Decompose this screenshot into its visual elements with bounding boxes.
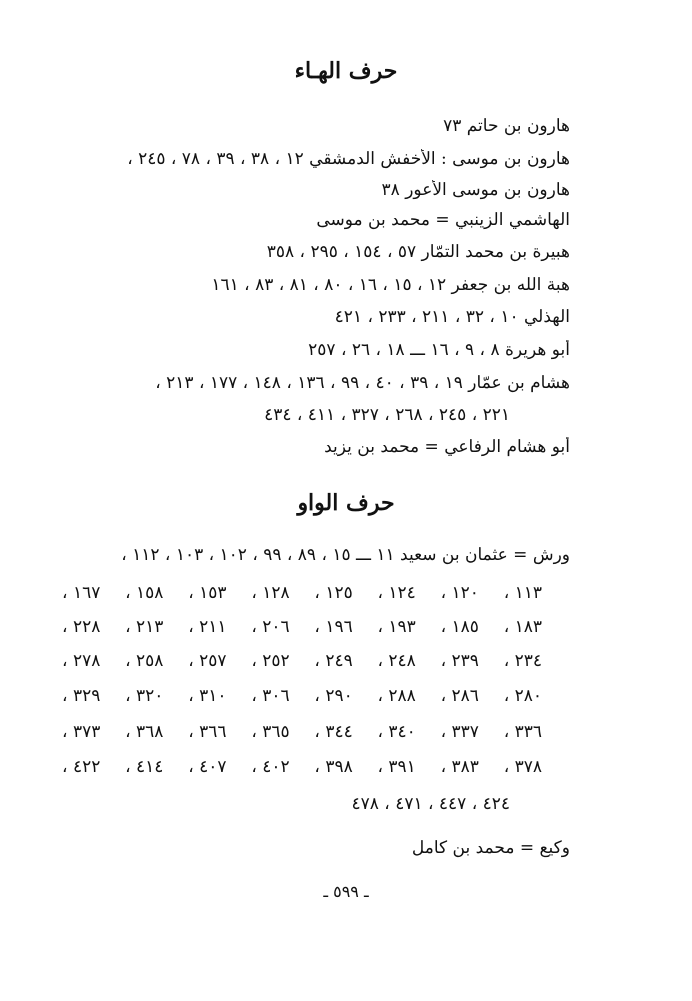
- index-entry: هارون بن موسى : الأخفش الدمشقي ١٢ ، ٣٨ ، ٣٩ ، ٧٨ ، ٢٤٥ ،: [127, 149, 570, 169]
- page-ref: ٤٢٢ ،: [62, 757, 101, 777]
- page-ref: ١٨٣ ،: [503, 617, 542, 637]
- page-ref: ٣٢٠ ،: [125, 686, 164, 706]
- page-ref: ١١٣ ،: [503, 583, 542, 603]
- index-entry: وكيع = محمد بن كامل: [411, 838, 570, 858]
- page-ref: ٢٠٦ ،: [251, 617, 290, 637]
- index-entry: هارون بن موسى الأعور ٣٨: [381, 180, 570, 200]
- page-ref: ٢٨٨ ،: [377, 686, 416, 706]
- index-entry: هشام بن عمّار ١٩ ، ٣٩ ، ٤٠ ، ٩٩ ، ١٣٦ ، ١٤٨ ، ١٧٧ ، ٢١٣ ،: [155, 373, 570, 393]
- page-number-row: [62, 617, 542, 637]
- page-ref: ٣٨٣ ،: [440, 757, 479, 777]
- page-ref: ١٩٣ ،: [377, 617, 416, 637]
- index-entry-continuation: ٢٢١ ، ٢٤٥ ، ٢٦٨ ، ٣٢٧ ، ٤١١ ، ٤٣٤: [264, 405, 510, 425]
- page-ref: ١٥٨ ،: [125, 583, 164, 603]
- page-ref: ٢٥٢ ،: [251, 651, 290, 671]
- index-entry: هبة الله بن جعفر ١٢ ، ١٥ ، ١٦ ، ٨٠ ، ٨١ ، ٨٣ ، ١٦١: [211, 275, 570, 295]
- page-ref: ٢٤٨ ،: [377, 651, 416, 671]
- page-ref: ٣٦٦ ،: [188, 722, 227, 742]
- index-entry: الهذلي ١٠ ، ٣٢ ، ٢١١ ، ٢٣٣ ، ٤٢١: [334, 307, 570, 327]
- index-entry: هبيرة بن محمد التمّار ٥٧ ، ١٥٤ ، ٢٩٥ ، ٣٥٨: [266, 242, 570, 262]
- page-ref: ٣٤٤ ،: [314, 722, 353, 742]
- page-ref: ٢١١ ،: [188, 617, 227, 637]
- page-ref: ٢٥٧ ،: [188, 651, 227, 671]
- page-ref: ١٩٦ ،: [314, 617, 353, 637]
- page-ref: ١٨٥ ،: [440, 617, 479, 637]
- page-ref: ٣٦٨ ،: [125, 722, 164, 742]
- page-ref: ١٥٣ ،: [188, 583, 227, 603]
- page-ref: ٤١٤ ،: [125, 757, 164, 777]
- page-ref: ٢٨٠ ،: [503, 686, 542, 706]
- page-ref: ٣٤٠ ،: [377, 722, 416, 742]
- page-number: ـ ٥٩٩ ـ: [323, 882, 369, 901]
- page-ref: ٢٣٩ ،: [440, 651, 479, 671]
- section-heading-waw: حرف الواو: [297, 490, 395, 516]
- index-entry: الهاشمي الزينبي = محمد بن موسى: [316, 210, 570, 230]
- page-number-row: [62, 757, 542, 777]
- page-ref: ٤٠٧ ،: [188, 757, 227, 777]
- page-number-row: [62, 722, 542, 742]
- page-number-row: [62, 686, 542, 706]
- page-ref: ٣٧٨ ،: [503, 757, 542, 777]
- page-number-row: [62, 583, 542, 603]
- page-ref: ٣٧٣ ،: [62, 722, 101, 742]
- page-ref: ١٦٧ ،: [62, 583, 101, 603]
- page-ref: ٢٨٦ ،: [440, 686, 479, 706]
- page-ref: ١٢٥ ،: [314, 583, 353, 603]
- page-ref: ٣٠٦ ،: [251, 686, 290, 706]
- page-ref: ٣٢٩ ،: [62, 686, 101, 706]
- page-ref: ٣٩٨ ،: [314, 757, 353, 777]
- page-ref: ٣٣٦ ،: [503, 722, 542, 742]
- page-ref: ٣٦٥ ،: [251, 722, 290, 742]
- page-ref: ١٢٨ ،: [251, 583, 290, 603]
- page-ref: ٣١٠ ،: [188, 686, 227, 706]
- page-ref: ٣٩١ ،: [377, 757, 416, 777]
- page-ref: ٢٩٠ ،: [314, 686, 353, 706]
- page-ref: ٢٢٨ ،: [62, 617, 101, 637]
- page-ref: ٢٤٩ ،: [314, 651, 353, 671]
- page-ref: ١٢٠ ،: [440, 583, 479, 603]
- page-ref: ١٢٤ ،: [377, 583, 416, 603]
- page-ref: ٢٧٨ ،: [62, 651, 101, 671]
- page-ref: ٢٣٤ ،: [503, 651, 542, 671]
- page-ref: ٣٣٧ ،: [440, 722, 479, 742]
- index-entry: هارون بن حاتم ٧٣: [443, 116, 570, 136]
- page-number-row: [62, 651, 542, 671]
- index-entry: ورش = عثمان بن سعيد ١١ ـــ ١٥ ، ٨٩ ، ٩٩ ، ١٠٢ ، ١٠٣ ، ١١٢ ،: [121, 545, 570, 565]
- index-entry: أبو هريرة ٨ ، ٩ ، ١٦ ـــ ١٨ ، ٢٦ ، ٢٥٧: [308, 340, 570, 360]
- page-number-row-last: ٤٢٤ ، ٤٤٧ ، ٤٧١ ، ٤٧٨: [351, 794, 510, 814]
- index-entry: أبو هشام الرفاعي = محمد بن يزيد: [324, 437, 570, 457]
- page-ref: ٢١٣ ،: [125, 617, 164, 637]
- page-ref: ٢٥٨ ،: [125, 651, 164, 671]
- section-heading-ha: حرف الهـاء: [294, 58, 398, 84]
- page-ref: ٤٠٢ ،: [251, 757, 290, 777]
